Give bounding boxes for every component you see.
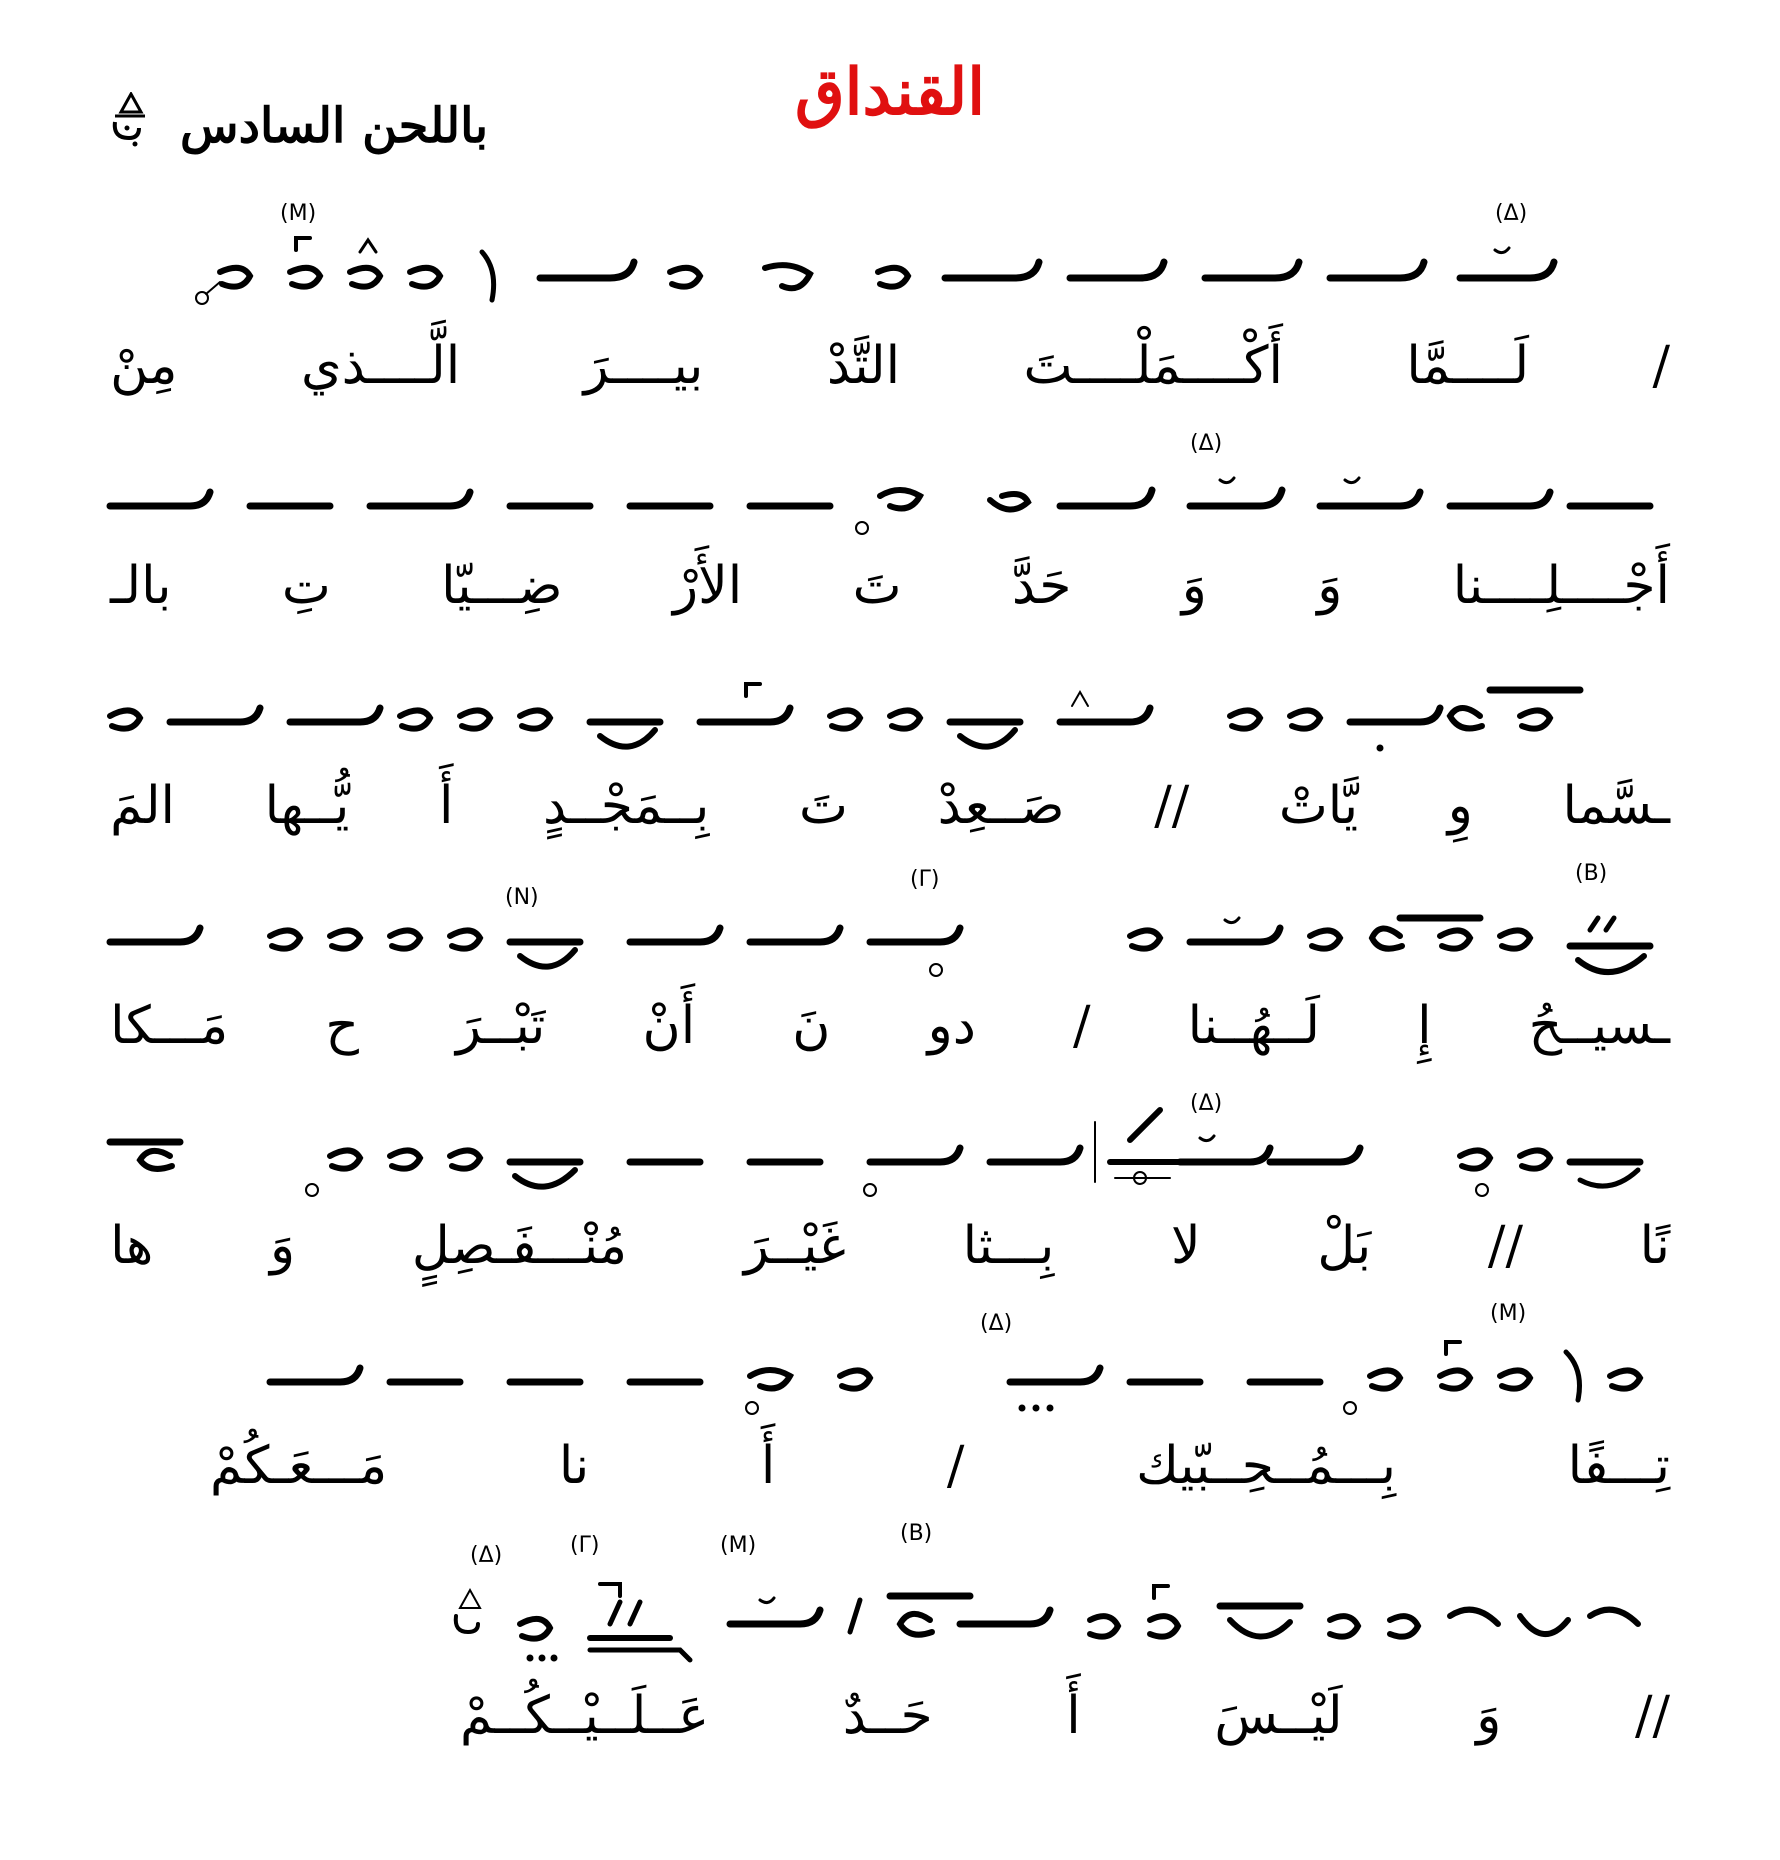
lyric-syllable: // — [1487, 1216, 1523, 1276]
lyric-row — [110, 330, 1670, 402]
marker-label: (Δ) — [470, 1543, 503, 1568]
lyric-syllable: تِ — [281, 556, 331, 616]
lyric-syllable: أَ — [760, 1436, 776, 1496]
staff-system-6 — [210, 1290, 1670, 1502]
marker-label: (Δ) — [980, 1311, 1013, 1336]
lyric-syllable: وَ — [1317, 556, 1343, 616]
lyric-syllable: حَــدٌ — [842, 1686, 933, 1746]
lyric-syllable: أَنْ — [642, 996, 696, 1056]
lyric-syllable: لَيْــسَ — [1214, 1686, 1343, 1746]
marker-label: (Δ) — [1495, 201, 1528, 226]
lyric-syllable: ح — [325, 996, 359, 1056]
staff-system-4 — [110, 850, 1670, 1062]
neume-row — [110, 190, 1670, 330]
lyric-row — [110, 770, 1670, 842]
lyric-syllable: أَكْــــمَلْــــتَ — [1023, 336, 1283, 396]
lyric-syllable: الأَرْ — [672, 556, 743, 616]
lyric-syllable: // — [1154, 776, 1190, 836]
neume-row-graphic — [110, 850, 1670, 990]
neume-row-graphic — [110, 190, 1670, 330]
neume-row-graphic — [210, 1290, 1670, 1430]
marker-label: (M) — [720, 1533, 757, 1558]
staff-system-2 — [110, 410, 1670, 622]
marker-label: (M) — [280, 201, 317, 226]
neume-row-graphic — [460, 1521, 1670, 1680]
marker-label: (M) — [1490, 1301, 1527, 1326]
lyric-syllable: ـسيــحُ — [1528, 996, 1670, 1056]
lyric-syllable: إِ — [1417, 996, 1432, 1056]
lyric-row — [460, 1680, 1670, 1752]
lyric-syllable: ضِـــيّا — [441, 556, 563, 616]
lyric-row — [210, 1430, 1670, 1502]
lyric-syllable: / — [1072, 996, 1091, 1056]
lyric-syllable: عَــلَــيْــكُــمْ — [460, 1686, 710, 1746]
staff-system-5 — [110, 1070, 1670, 1282]
marker-label: (Δ) — [1190, 431, 1223, 456]
lyric-row — [110, 550, 1670, 622]
lyric-syllable: مَـــكا — [110, 996, 229, 1056]
lyric-syllable: / — [1652, 336, 1670, 396]
staff-system-3 — [110, 630, 1670, 842]
lyric-syllable: دو — [927, 996, 976, 1056]
lyric-syllable: مُنْـــفَـصِلٍ — [411, 1216, 628, 1276]
lyric-syllable: بِــمَجْــدٍ — [543, 776, 710, 836]
lyric-syllable: لا — [1171, 1216, 1201, 1276]
lyric-syllable: بالـ — [110, 556, 172, 616]
lyric-syllable: المَ — [110, 776, 175, 836]
neume-row-graphic — [110, 630, 1670, 770]
marker-label: (N) — [505, 885, 539, 910]
lyric-syllable: تَبْــرَ — [456, 996, 546, 1056]
marker-label: (Γ) — [570, 1533, 600, 1558]
lyric-syllable: وَ — [1476, 1686, 1502, 1746]
neume-row — [110, 410, 1670, 550]
lyric-row — [110, 990, 1670, 1062]
marker-label: (Δ) — [1190, 1091, 1223, 1116]
lyric-syllable: أَ — [1066, 1686, 1081, 1746]
lyric-syllable: نا — [558, 1436, 590, 1496]
lyric-syllable: ها — [110, 1216, 154, 1276]
lyric-syllable: الَّــــذي — [300, 336, 461, 396]
lyric-syllable: يَّاتْ — [1278, 776, 1359, 836]
lyric-syllable: أَجْــــلِــــنا — [1452, 556, 1670, 616]
lyric-syllable: تَ — [852, 556, 902, 616]
neume-row — [110, 630, 1670, 770]
lyric-syllable: بيــــرَ — [583, 336, 704, 396]
lyric-syllable: صَــعِدْ — [937, 776, 1065, 836]
lyric-syllable: بَلْ — [1317, 1216, 1372, 1276]
marker-label: (Γ) — [910, 867, 940, 892]
neume-row — [110, 1070, 1670, 1210]
neume-row — [210, 1290, 1670, 1430]
lyric-syllable: لَــــمَّا — [1406, 336, 1530, 396]
lyric-syllable: حَدَّ — [1011, 556, 1072, 616]
neume-row — [460, 1521, 1670, 1680]
staff-system-7 — [460, 1521, 1670, 1752]
page-title: القنداق — [795, 55, 985, 130]
lyric-syllable: بِـــثا — [962, 1216, 1055, 1276]
tone-signature-icon — [105, 92, 155, 148]
lyric-syllable: يُّــها — [264, 776, 350, 836]
lyric-syllable: / — [946, 1436, 965, 1496]
neume-row — [110, 850, 1670, 990]
lyric-syllable: لَــهُــنا — [1187, 996, 1320, 1056]
lyric-syllable: بِـــمُــحِــبّيك — [1136, 1436, 1397, 1496]
lyric-row — [110, 1210, 1670, 1282]
lyric-syllable: مَـــعَـكُمْ — [210, 1436, 388, 1496]
lyric-syllable: أَ — [438, 776, 454, 836]
marker-label: (B) — [1575, 861, 1608, 886]
lyric-syllable: مِنْ — [110, 336, 178, 396]
lyric-syllable: ـسَّما — [1562, 776, 1670, 836]
lyric-syllable: // — [1634, 1686, 1670, 1746]
lyric-syllable: وِ — [1447, 776, 1473, 836]
lyric-syllable: التَّدْ — [826, 336, 901, 396]
lyric-syllable: تَ — [799, 776, 848, 836]
lyric-syllable: غَيْــرَ — [743, 1216, 846, 1276]
lyric-syllable: وَ — [1181, 556, 1207, 616]
lyric-syllable: وَ — [270, 1216, 296, 1276]
neume-row-graphic — [110, 410, 1670, 550]
lyric-syllable: تِـــفًا — [1567, 1436, 1670, 1496]
mode-subtitle: باللحن السادس — [180, 98, 489, 154]
neume-row-graphic — [110, 1070, 1670, 1210]
marker-label: (B) — [900, 1521, 933, 1546]
lyric-syllable: نَ — [792, 996, 831, 1056]
lyric-syllable: نًا — [1639, 1216, 1670, 1276]
staff-system-1 — [110, 190, 1670, 402]
